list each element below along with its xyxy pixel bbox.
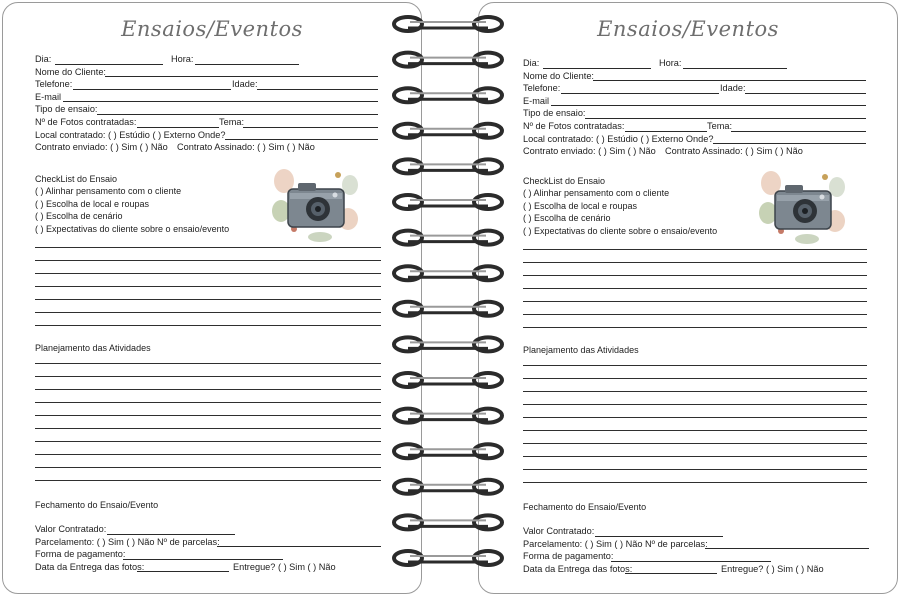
- client-form: [523, 57, 868, 158]
- telefone-label: Telefone:: [35, 79, 73, 90]
- parcelas-field[interactable]: [217, 546, 381, 547]
- hora-label: Hora:: [659, 58, 682, 68]
- assinado-label: Contrato Assinado: ( ) Sim ( ) Não: [177, 142, 315, 153]
- tema-label: Tema:: [707, 120, 733, 131]
- spiral-ring: [394, 53, 502, 67]
- planning-heading: Planejamento das Atividades: [523, 345, 639, 355]
- parcelamento-label: Parcelamento: ( ) Sim ( ) Não Nº de parcelas:: [523, 538, 708, 549]
- tipo-field[interactable]: [585, 118, 866, 119]
- forma-field[interactable]: [123, 559, 283, 560]
- camera-icon: [755, 165, 851, 247]
- dia-label: Dia:: [35, 54, 52, 64]
- checklist-item[interactable]: ( ) Expectativas do cliente sobre o ensaio/evento: [35, 223, 230, 234]
- valor-row: [523, 525, 869, 538]
- forma-field[interactable]: [611, 561, 771, 562]
- checklist-item[interactable]: ( ) Alinhar pensamento com o cliente: [523, 188, 670, 199]
- nome-field[interactable]: [105, 76, 378, 77]
- local-label: Local contratado: ( ) Estúdio ( ) Externo Onde?: [523, 133, 714, 144]
- entrega-label: Data da Entrega das fotos:: [523, 563, 633, 574]
- entrega-field[interactable]: [137, 571, 229, 572]
- hora-field[interactable]: [195, 64, 299, 65]
- spiral-ring: [394, 302, 502, 316]
- tipo-label: Tipo de ensaio:: [35, 104, 98, 115]
- email-label: E-mail: [523, 95, 550, 106]
- camera-icon: [268, 163, 364, 245]
- checklist-item[interactable]: ( ) Escolha de cenário: [35, 211, 123, 222]
- checklist-heading: CheckList do Ensaio: [35, 174, 118, 184]
- nome-label: Nome do Cliente:: [35, 66, 106, 77]
- dia-field[interactable]: [543, 68, 651, 69]
- closing-form: [35, 523, 381, 573]
- entregue-label: Entregue? ( ) Sim ( ) Não: [721, 563, 824, 574]
- tipo-field[interactable]: [97, 114, 378, 115]
- assinado-label: Contrato Assinado: ( ) Sim ( ) Não: [665, 146, 803, 157]
- idade-field[interactable]: [745, 93, 866, 94]
- entrega-row: [35, 561, 381, 574]
- telefone-field[interactable]: [73, 89, 231, 90]
- entrega-field[interactable]: [625, 573, 717, 574]
- fotos-field[interactable]: [625, 131, 707, 132]
- form-row-name: [523, 70, 868, 83]
- email-field[interactable]: [551, 105, 866, 106]
- valor-row: [35, 523, 381, 536]
- tema-field[interactable]: [243, 127, 378, 128]
- spiral-ring: [394, 515, 502, 529]
- form-row-date: [35, 53, 380, 66]
- spiral-ring: [394, 17, 502, 31]
- closing-heading: Fechamento do Ensaio/Evento: [35, 500, 159, 510]
- email-label: E-mail: [35, 91, 62, 102]
- checklist: [523, 175, 717, 237]
- fotos-field[interactable]: [137, 127, 219, 128]
- form-row-location: [35, 129, 380, 142]
- checklist-item[interactable]: ( ) Escolha de cenário: [523, 213, 611, 224]
- tipo-label: Tipo de ensaio:: [523, 108, 586, 119]
- parcelamento-row: [35, 536, 381, 549]
- checklist-item[interactable]: ( ) Expectativas do cliente sobre o ensaio/evento: [523, 225, 718, 236]
- valor-label: Valor Contratado:: [35, 524, 107, 534]
- client-form: [35, 53, 380, 154]
- nome-label: Nome do Cliente:: [523, 70, 594, 81]
- contrato-label: Contrato enviado: ( ) Sim ( ) Não: [523, 146, 656, 157]
- checklist-item[interactable]: ( ) Escolha de local e roupas: [523, 200, 638, 211]
- spiral-ring: [394, 444, 502, 458]
- forma-row: [35, 548, 381, 561]
- fotos-label: Nº de Fotos contratadas:: [523, 120, 625, 131]
- spiral-ring: [394, 409, 502, 423]
- local-field[interactable]: [225, 139, 378, 140]
- form-row-contract: [523, 145, 868, 158]
- checklist-item[interactable]: ( ) Alinhar pensamento com o cliente: [35, 186, 182, 197]
- telefone-label: Telefone:: [523, 83, 561, 94]
- form-row-type: [523, 107, 868, 120]
- forma-label: Forma de pagamento:: [35, 549, 126, 560]
- spiral-ring: [394, 373, 502, 387]
- local-label: Local contratado: ( ) Estúdio ( ) Externo Onde?: [35, 129, 226, 140]
- email-field[interactable]: [63, 101, 378, 102]
- closing-heading: Fechamento do Ensaio/Evento: [523, 502, 647, 512]
- spiral-ring: [394, 337, 502, 351]
- spiral-ring: [394, 159, 502, 173]
- dia-field[interactable]: [55, 64, 163, 65]
- idade-label: Idade:: [720, 83, 746, 94]
- nome-field[interactable]: [593, 80, 866, 81]
- spiral-ring: [394, 551, 502, 565]
- form-row-contract: [35, 141, 380, 154]
- parcelamento-row: [523, 538, 869, 551]
- fotos-label: Nº de Fotos contratadas:: [35, 116, 137, 127]
- checklist-heading: CheckList do Ensaio: [523, 176, 606, 186]
- spiral-ring: [394, 231, 502, 245]
- entrega-label: Data da Entrega das fotos:: [35, 561, 145, 572]
- idade-field[interactable]: [257, 89, 378, 90]
- form-row-type: [35, 103, 380, 116]
- spiral-ring: [394, 124, 502, 138]
- form-row-photos: [35, 116, 380, 129]
- contrato-label: Contrato enviado: ( ) Sim ( ) Não: [35, 142, 168, 153]
- form-row-phone: [523, 82, 868, 95]
- form-row-name: [35, 66, 380, 79]
- spiral-ring: [394, 480, 502, 494]
- tema-field[interactable]: [731, 131, 866, 132]
- parcelamento-label: Parcelamento: ( ) Sim ( ) Não Nº de parcelas:: [35, 536, 220, 547]
- spiral-ring: [394, 266, 502, 280]
- hora-label: Hora:: [171, 54, 194, 64]
- form-row-email: [35, 91, 380, 104]
- valor-label: Valor Contratado:: [523, 526, 595, 536]
- form-row-email: [523, 95, 868, 108]
- parcelas-field[interactable]: [705, 548, 869, 549]
- dia-label: Dia:: [523, 58, 540, 68]
- notebook-page-right: [478, 2, 898, 594]
- entrega-row: [523, 563, 869, 576]
- idade-label: Idade:: [232, 79, 258, 90]
- form-row-date: [523, 57, 868, 70]
- closing-form: [523, 525, 869, 575]
- page-title: Ensaios/Eventos: [597, 17, 779, 41]
- valor-field[interactable]: [107, 534, 235, 535]
- form-row-photos: [523, 120, 868, 133]
- spiral-ring: [394, 195, 502, 209]
- spiral-binding-icon: [388, 0, 508, 598]
- spiral-ring: [394, 88, 502, 102]
- checklist-item[interactable]: ( ) Escolha de local e roupas: [35, 198, 150, 209]
- checklist: [35, 173, 229, 235]
- tema-label: Tema:: [219, 116, 245, 127]
- hora-field[interactable]: [683, 68, 787, 69]
- notebook-page-left: [2, 2, 422, 594]
- page-title: Ensaios/Eventos: [121, 17, 303, 41]
- forma-label: Forma de pagamento:: [523, 551, 614, 562]
- planning-heading: Planejamento das Atividades: [35, 343, 151, 353]
- valor-field[interactable]: [595, 536, 723, 537]
- entregue-label: Entregue? ( ) Sim ( ) Não: [233, 561, 336, 572]
- local-field[interactable]: [713, 143, 866, 144]
- forma-row: [523, 550, 869, 563]
- form-row-location: [523, 133, 868, 146]
- form-row-phone: [35, 78, 380, 91]
- telefone-field[interactable]: [561, 93, 719, 94]
